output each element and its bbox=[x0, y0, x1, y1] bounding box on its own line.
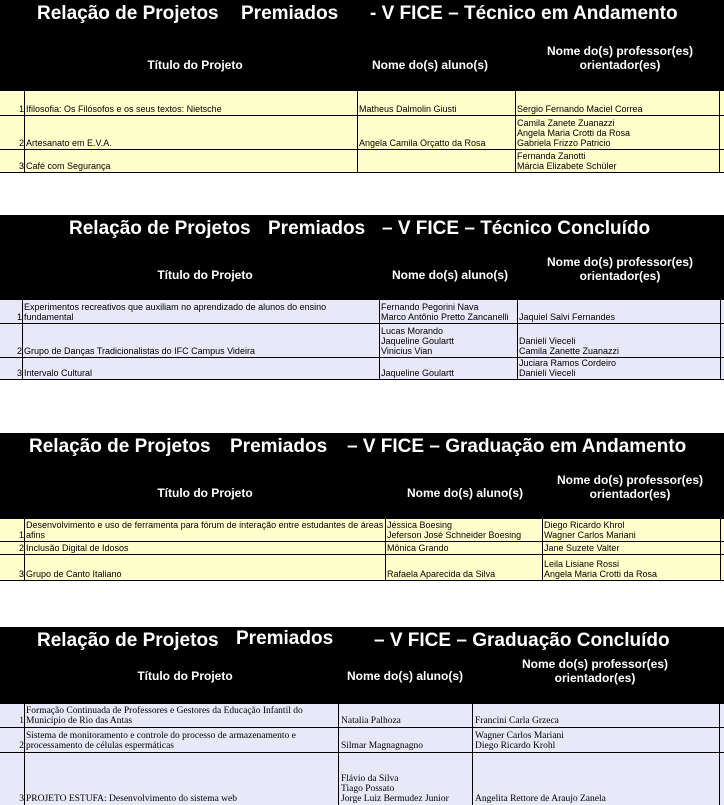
title-part-a: Relação de Projetos bbox=[29, 436, 211, 457]
table-row bbox=[0, 542, 724, 555]
advisors-header-line1: Nome do(s) professor(es) bbox=[546, 44, 694, 58]
student-name: Jéssica Boesing bbox=[387, 520, 453, 530]
row-number: 2 bbox=[16, 346, 22, 356]
advisor-name: Leila Lisiane Rossi bbox=[544, 559, 620, 569]
table-rows bbox=[0, 703, 724, 805]
column-divider bbox=[338, 704, 339, 805]
advisors-header-line2: orientador(es) bbox=[589, 487, 671, 501]
column-divider bbox=[24, 91, 25, 173]
table-row bbox=[0, 519, 724, 542]
student-name: Jeferson José Schneider Boesing bbox=[387, 530, 522, 540]
title-part-a: Relação de Projetos bbox=[37, 3, 219, 24]
students-cell bbox=[359, 138, 514, 148]
students-cell bbox=[341, 774, 471, 804]
advisor-name: Camila Zanete Zuanazzi bbox=[517, 118, 615, 128]
advisors-cell bbox=[517, 151, 717, 171]
advisor-name: Jane Suzete Valter bbox=[544, 543, 620, 553]
student-name: Silmar Magnagnagno bbox=[341, 741, 424, 751]
row-number: 1 bbox=[16, 312, 22, 322]
table-row bbox=[0, 91, 724, 116]
student-name: Angela Camila Orçatto da Rosa bbox=[359, 138, 486, 148]
project-title: Experimentos recreativos que auxiliam no aprendizado de alunos do ensino fundamental bbox=[24, 302, 327, 322]
row-number: 1 bbox=[18, 104, 24, 114]
student-name: Matheus Dalmolin Giusti bbox=[359, 104, 457, 114]
project-title: Sistema de monitoramento e controle do processo de armazenamento e processamento de células espermáticas bbox=[26, 731, 296, 751]
column-divider bbox=[542, 519, 543, 581]
advisor-name: Wagner Carlos Mariani bbox=[544, 530, 636, 540]
student-name: Mônica Grando bbox=[387, 543, 449, 553]
students-cell bbox=[359, 104, 514, 114]
project-title: Grupo de Danças Tradicionalistas do IFC Campus Videira bbox=[24, 346, 255, 356]
title-part-c: – V FICE – Graduação Concluído bbox=[374, 630, 670, 651]
table-rows bbox=[0, 518, 724, 581]
students-cell bbox=[381, 326, 516, 356]
row-number: 1 bbox=[18, 530, 24, 540]
column-header-title: Título do Projeto bbox=[147, 58, 243, 72]
student-name: Rafaela Aparecida da Silva bbox=[387, 569, 496, 579]
advisors-header-line1: Nome do(s) professor(es) bbox=[546, 255, 694, 269]
column-divider bbox=[719, 704, 720, 805]
advisors-cell bbox=[517, 104, 717, 114]
column-header-title: Título do Projeto bbox=[157, 268, 253, 282]
advisors-header-line2: orientador(es) bbox=[579, 58, 661, 72]
title-part-b: Premiados bbox=[241, 3, 339, 24]
advisor-name: Gabriela Frizzo Patricio bbox=[517, 138, 611, 148]
student-name: Jorge Luiz Bermudez Junior bbox=[341, 794, 449, 804]
project-title: Café com Segurança bbox=[26, 161, 111, 171]
advisors-cell bbox=[544, 559, 719, 579]
student-name: Natalia Palhoza bbox=[341, 716, 401, 726]
student-name: Marco Antônio Pretto Zancanelli bbox=[381, 312, 509, 322]
title-part-c: – V FICE – Graduação em Andamento bbox=[347, 436, 687, 457]
students-cell bbox=[341, 716, 471, 726]
column-header-students: Nome do(s) aluno(s) bbox=[407, 486, 523, 500]
students-cell bbox=[341, 741, 471, 751]
student-name: Jaqueline Goulartt bbox=[381, 336, 455, 346]
row-number: 3 bbox=[18, 569, 24, 579]
advisor-name: Camila Zanette Zuanazzi bbox=[519, 346, 620, 356]
title-part-a: Relação de Projetos bbox=[37, 630, 219, 651]
row-number: 3 bbox=[18, 161, 24, 171]
title-part-c: - V FICE – Técnico em Andamento bbox=[370, 3, 678, 24]
advisor-name: Danieli Vieceli bbox=[519, 336, 576, 346]
advisors-header-line1: Nome do(s) professor(es) bbox=[521, 657, 669, 671]
row-number: 3 bbox=[19, 794, 24, 804]
table-rows bbox=[0, 299, 724, 380]
student-name: Lucas Morando bbox=[381, 326, 444, 336]
section-header bbox=[0, 433, 724, 518]
advisors-header-line2: orientador(es) bbox=[579, 269, 661, 283]
section-header bbox=[0, 0, 724, 90]
advisor-name: Sergio Fernando Maciel Correa bbox=[517, 104, 643, 114]
row-number: 2 bbox=[19, 741, 24, 751]
table-rows bbox=[0, 90, 724, 173]
title-part-c: – V FICE – Técnico Concluído bbox=[382, 218, 651, 239]
advisor-name: Juciara Ramos Cordeiro bbox=[519, 358, 617, 368]
column-header-title: Título do Projeto bbox=[157, 486, 253, 500]
column-divider bbox=[379, 300, 380, 380]
advisors-header-line1: Nome do(s) professor(es) bbox=[556, 473, 704, 487]
advisors-cell bbox=[544, 520, 719, 540]
student-name: Vinicius Vian bbox=[381, 346, 433, 356]
title-part-b: Premiados bbox=[236, 628, 334, 649]
section-header bbox=[0, 215, 724, 299]
column-header-advisors bbox=[470, 657, 720, 685]
advisors-cell bbox=[517, 118, 717, 148]
table-row bbox=[0, 753, 724, 805]
column-divider bbox=[24, 519, 25, 581]
student-name: Fernando Pegorini Nava bbox=[381, 302, 479, 312]
column-header-students: Nome do(s) aluno(s) bbox=[392, 268, 508, 282]
column-divider bbox=[385, 519, 386, 581]
students-cell bbox=[381, 302, 516, 322]
advisors-cell bbox=[544, 543, 719, 553]
column-header-advisors bbox=[530, 473, 724, 501]
table-row bbox=[0, 555, 724, 581]
title-part-a: Relação de Projetos bbox=[69, 218, 251, 239]
advisor-name: Angela Maria Crotti da Rosa bbox=[517, 128, 631, 138]
project-title: Grupo de Canto Italiano bbox=[26, 569, 122, 579]
column-divider bbox=[357, 91, 358, 173]
project-title: Inclusão Digital de Idosos bbox=[26, 543, 129, 553]
column-header-advisors bbox=[520, 44, 720, 72]
column-divider bbox=[720, 300, 721, 380]
title-part-b: Premiados bbox=[268, 218, 366, 239]
table-row bbox=[0, 116, 724, 150]
row-number: 1 bbox=[19, 716, 24, 726]
table-row bbox=[0, 358, 724, 380]
row-number: 3 bbox=[16, 368, 22, 378]
advisor-name: Angelita Rettore de Araujo Zanela bbox=[475, 794, 606, 804]
column-divider bbox=[517, 300, 518, 380]
column-header-students: Nome do(s) aluno(s) bbox=[347, 669, 463, 683]
column-divider bbox=[22, 300, 23, 380]
table-row bbox=[0, 704, 724, 728]
advisor-name: Jaquiel Salvi Fernandes bbox=[519, 312, 616, 322]
column-divider bbox=[719, 91, 720, 173]
student-name: Jaqueline Goulartt bbox=[381, 368, 455, 378]
advisors-cell bbox=[475, 716, 715, 726]
student-name: Flávio da Silva bbox=[341, 774, 399, 784]
advisor-name: Fernanda Zanotti bbox=[517, 151, 586, 161]
project-title: Ifilosofia: Os Filósofos e os seus textos: Nietsche bbox=[26, 104, 222, 114]
advisor-name: Diego Ricardo Khrol bbox=[544, 520, 625, 530]
students-cell bbox=[387, 569, 540, 579]
project-title: Artesanato em E.V.A. bbox=[26, 138, 112, 148]
column-header-title: Título do Projeto bbox=[137, 669, 233, 683]
column-divider bbox=[472, 704, 473, 805]
project-title: PROJETO ESTUFA: Desenvolvimento do sistema web bbox=[26, 794, 238, 804]
table-row bbox=[0, 324, 724, 358]
table-row bbox=[0, 300, 724, 324]
advisors-cell bbox=[475, 794, 715, 804]
project-title: Formação Continuada de Professores e Gestores da Educação Infantil do Município de Rio das Antas bbox=[26, 706, 303, 726]
project-title: Intervalo Cultural bbox=[24, 368, 93, 378]
advisors-header-line2: orientador(es) bbox=[554, 671, 636, 685]
column-divider bbox=[24, 704, 25, 805]
advisor-name: Márcia Elizabete Schüler bbox=[517, 161, 617, 171]
row-number: 2 bbox=[18, 138, 24, 148]
advisor-name: Wagner Carlos Mariani bbox=[475, 731, 564, 741]
students-cell bbox=[381, 368, 516, 378]
advisor-name: Diego Ricardo Krohl bbox=[475, 741, 556, 751]
table-row bbox=[0, 150, 724, 173]
student-name: Tiago Possato bbox=[341, 784, 395, 794]
column-divider bbox=[515, 91, 516, 173]
row-number: 2 bbox=[18, 543, 24, 553]
students-cell bbox=[387, 543, 540, 553]
advisor-name: Danieli Vieceli bbox=[519, 368, 576, 378]
section-header bbox=[0, 627, 724, 703]
table-row bbox=[0, 728, 724, 753]
advisors-cell bbox=[519, 336, 719, 356]
column-header-advisors bbox=[520, 255, 720, 283]
advisors-cell bbox=[519, 358, 719, 378]
column-header-students: Nome do(s) aluno(s) bbox=[372, 58, 488, 72]
title-part-b: Premiados bbox=[230, 436, 328, 457]
advisor-name: Francini Carla Grzeca bbox=[475, 716, 559, 726]
students-cell bbox=[387, 520, 540, 540]
advisor-name: Angela Maria Crotti da Rosa bbox=[544, 569, 658, 579]
advisors-cell bbox=[475, 731, 715, 751]
column-divider bbox=[720, 519, 721, 581]
advisors-cell bbox=[519, 312, 719, 322]
project-title: Desenvolvimento e uso de ferramenta para fórum de interação entre estudantes de áreas afins bbox=[26, 520, 384, 540]
